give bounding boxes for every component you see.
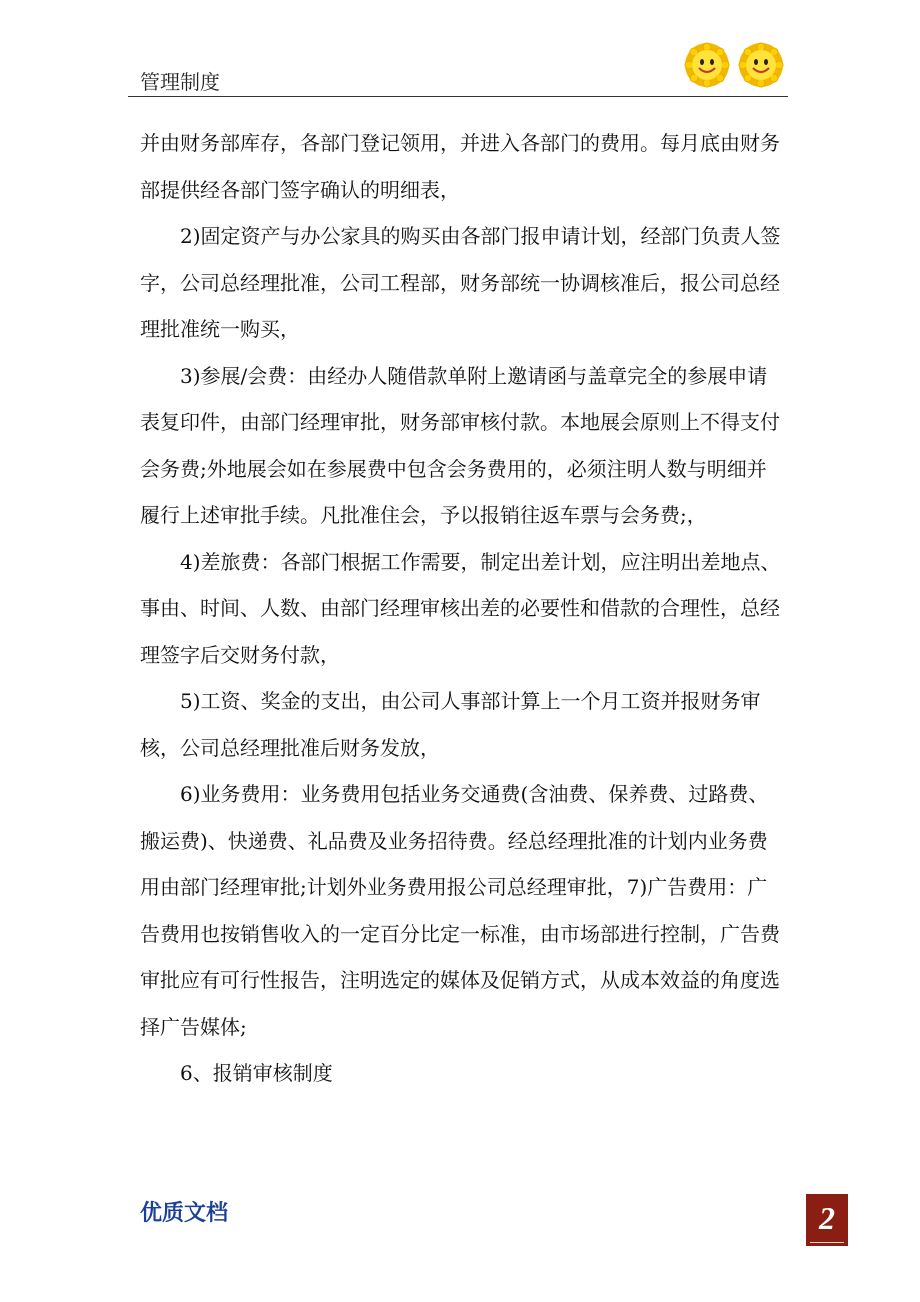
page-header-title: 管理制度 [140,70,220,94]
paragraph-travel-expenses: 4)差旅费：各部门根据工作需要，制定出差计划，应注明出差地点、事由、时间、人数、由部门经理审核出差的必要性和借款的合理性，总经理签字后交财务付款， [140,549,781,667]
footer-label: 优质文档 [140,1201,229,1226]
paragraph-continuation: 并由财务部库存，各部门登记领用，并进入各部门的费用。每月底由财务部提供经各部门签字确认的明细表， [140,131,780,202]
header-divider [128,96,788,97]
paragraph-fixed-assets: 2)固定资产与办公家具的购买由各部门报申请计划，经部门负责人签字，公司总经理批准，公司工程部，财务部统一协调核准后，报公司总经理批准统一购买， [140,224,781,341]
page-number-badge: 2 [806,1194,848,1246]
smiley-sun-icon [738,42,784,88]
paragraph-exhibition-fees: 3)参展/会费：由经办人随借款单附上邀请函与盖章完全的参展申请表复印件，由部门经理审批，财务部审核付款。本地展会原则上不得支付会务费;外地展会如在参展费中包含会务费用的，必须注明人数与明细并履行上述审批手续。凡批准住会，予以报销往返车票与会务费;， [140,363,780,527]
paragraph-business-expenses: 6)业务费用：业务费用包括业务交通费(含油费、保养费、过路费、搬运费)、快递费、礼品费及业务招待费。经总经理批准的计划内业务费用由部门经理审批;计划外业务费用报公司总经理审批，7)广告费用：广告费用也按销售收入的一定百分比定一标准，由市场部进行控制，广告费审批应有可行性报告，注明选定的媒体及促销方式，从成本效益的角度选择广告媒体; [140,782,780,1039]
document-body [140,120,785,1097]
section-heading-reimbursement: 6、报销审核制度 [180,1061,333,1085]
smiley-sun-icon [684,42,730,88]
paragraph-salary: 5)工资、奖金的支出，由公司人事部计算上一个月工资并报财务审核，公司总经理批准后财务发放， [140,689,761,760]
page-badge-underline [810,1242,844,1243]
